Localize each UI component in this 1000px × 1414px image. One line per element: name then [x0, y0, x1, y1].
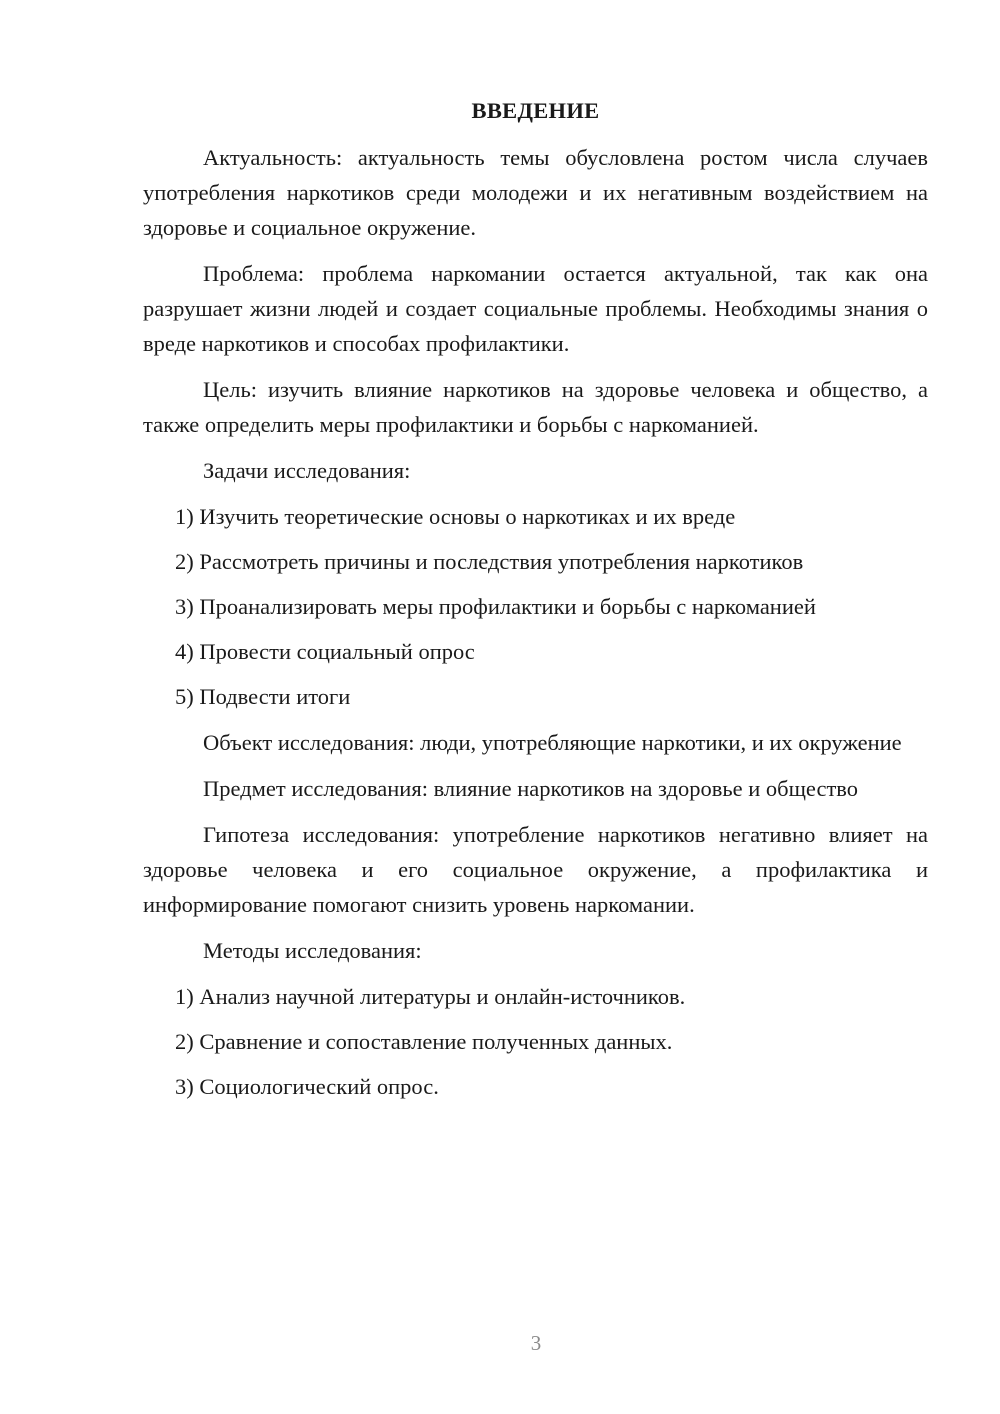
list-item: 4) Провести социальный опрос: [175, 639, 475, 664]
tasks-list: [143, 500, 928, 714]
goal-paragraph: Цель: изучить влияние наркотиков на здоровье человека и общество, а также определить меры профилактики и борьбы с наркоманией.: [143, 377, 928, 437]
relevance-paragraph: Актуальность: актуальность темы обусловлена ростом числа случаев употребления наркотиков среди молодежи и их негативным воздействием на здоровье и социальное окружение.: [143, 145, 928, 240]
problem-paragraph: Проблема: проблема наркомании остается актуальной, так как она разрушает жизни людей и создает социальные проблемы. Необходимы знания о вреде наркотиков и способах профилактики.: [143, 261, 928, 356]
list-item: 1) Анализ научной литературы и онлайн-источников.: [175, 984, 686, 1009]
list-item: 5) Подвести итоги: [175, 684, 351, 709]
section-title: ВВЕДЕНИЕ: [471, 98, 600, 123]
methods-list: [143, 980, 928, 1104]
methods-heading: Методы исследования:: [203, 938, 422, 963]
page-number: 3: [530, 1331, 542, 1355]
page-content: [143, 96, 928, 1115]
tasks-heading: Задачи исследования:: [203, 458, 411, 483]
object-paragraph: Объект исследования: люди, употребляющие наркотики, и их окружение: [203, 730, 902, 755]
list-item: 1) Изучить теоретические основы о наркотиках и их вреде: [175, 504, 736, 529]
list-item: 2) Рассмотреть причины и последствия употребления наркотиков: [175, 549, 804, 574]
list-item: 3) Проанализировать меры профилактики и борьбы с наркоманией: [175, 594, 816, 619]
hypothesis-paragraph: Гипотеза исследования: употребление наркотиков негативно влияет на здоровье человека и его социальное окружение, а профилактика и информирование помогают снизить уровень наркомании.: [143, 822, 928, 917]
subject-paragraph: Предмет исследования: влияние наркотиков на здоровье и общество: [203, 776, 858, 801]
list-item: 3) Социологический опрос.: [175, 1074, 439, 1099]
list-item: 2) Сравнение и сопоставление полученных данных.: [175, 1029, 673, 1054]
